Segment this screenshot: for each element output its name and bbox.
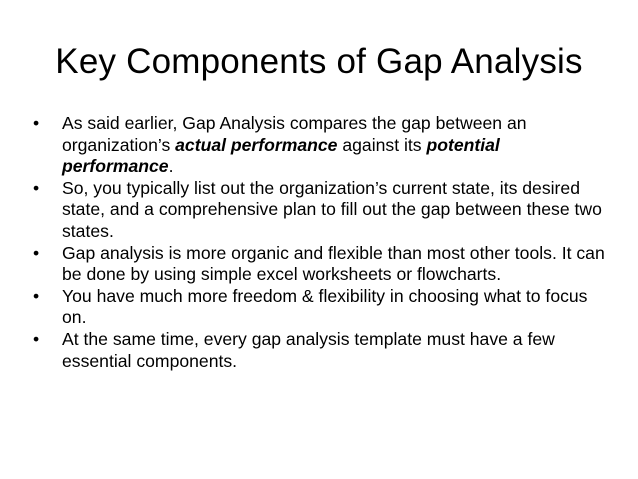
bullet-text-3: Gap analysis is more organic and flexible than most other tools. It can be done by using simple excel worksheets or flowcharts. [62, 242, 605, 285]
bullet-icon: • [33, 285, 40, 306]
slide-title: Key Components of Gap Analysis [55, 42, 583, 81]
emphasis-actual-performance: actual performance [175, 134, 338, 155]
bullet-text-1-part-3: against its [337, 134, 427, 155]
bullet-text-1-part-1: As said earlier, Gap Analysis compares the gap between an organization’s [62, 113, 527, 155]
bullet-text-5: At the same time, every gap analysis template must have a few essential components. [62, 328, 555, 371]
bullet-item-5 [30, 329, 615, 372]
bullet-item-2 [30, 178, 615, 243]
bullet-icon: • [33, 177, 40, 198]
emphasis-potential-performance: potential performance [62, 134, 500, 177]
bullet-text-4: You have much more freedom & flexibility in choosing what to focus on. [62, 285, 588, 328]
bullet-list [30, 113, 615, 372]
bullet-item-1 [30, 113, 615, 178]
bullet-icon: • [33, 242, 40, 263]
bullet-item-4 [30, 286, 615, 329]
bullet-text-1-part-5: . [168, 156, 174, 177]
bullet-icon: • [33, 113, 40, 133]
bullet-item-3 [30, 243, 615, 286]
bullet-text-2: So, you typically list out the organization’s current state, its desired state, and a comprehensive plan to fill out the gap between these two states. [62, 177, 602, 241]
bullet-icon: • [33, 328, 40, 349]
